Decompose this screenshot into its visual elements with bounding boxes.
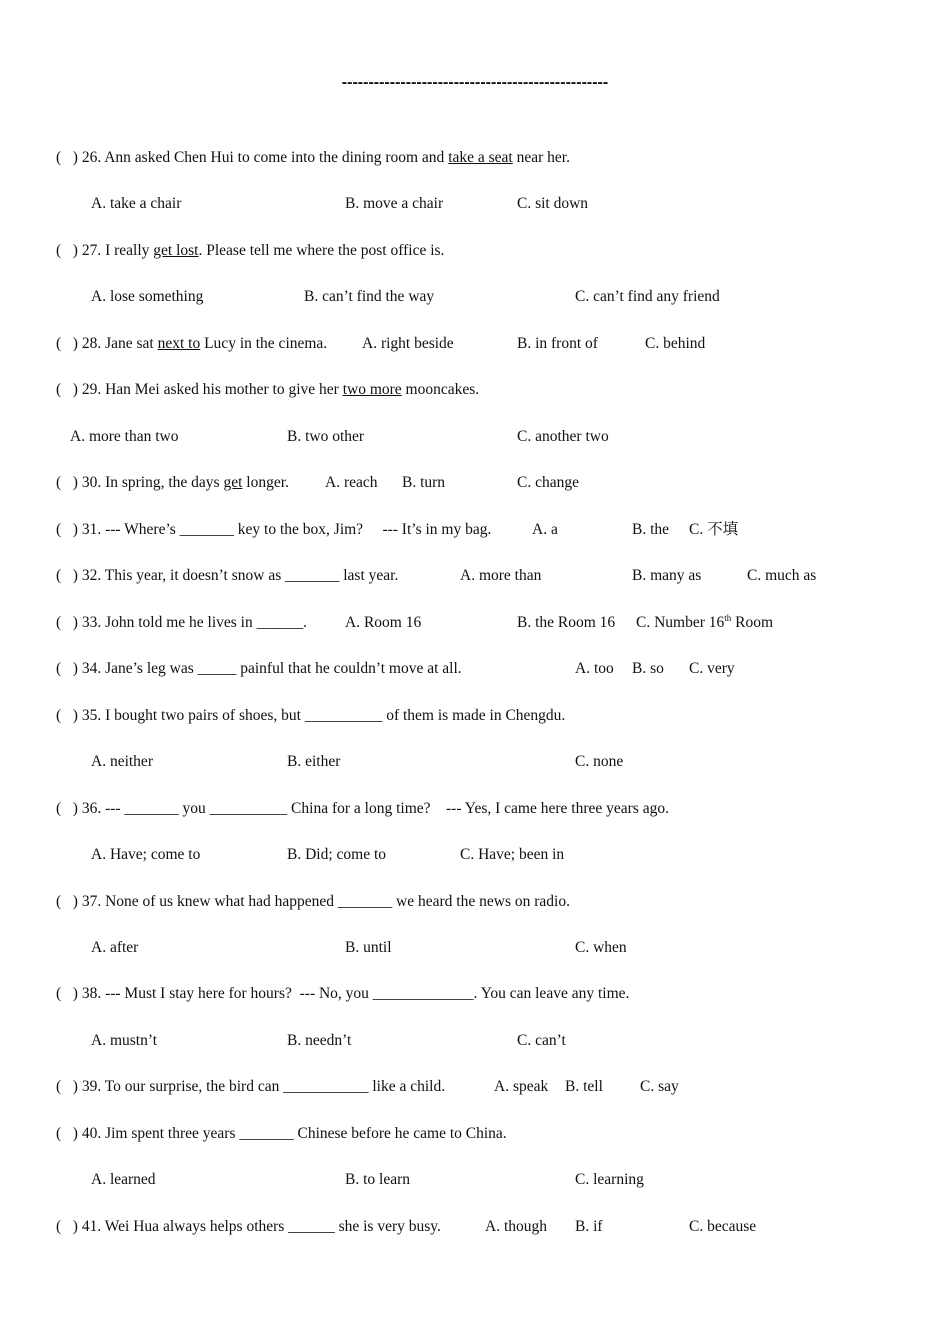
separator-rule: -------------------------------------------------- xyxy=(341,74,609,91)
option-38-a: A. mustn’t xyxy=(91,1032,158,1049)
option-28-c: C. behind xyxy=(645,335,706,352)
option-39-c: C. say xyxy=(640,1078,679,1095)
option-39-b: B. tell xyxy=(565,1078,603,1095)
option-37-c: C. when xyxy=(575,939,627,956)
option-35-b: B. either xyxy=(287,753,341,770)
question-28: ( ) 28. Jane sat next to Lucy in the cinema. xyxy=(56,335,328,352)
question-37: ( ) 37. None of us knew what had happened _______ we heard the news on radio. xyxy=(56,893,570,910)
question-33: ( ) 33. John told me he lives in ______. xyxy=(56,614,307,631)
option-29-c: C. another two xyxy=(517,428,609,445)
option-39-a: A. speak xyxy=(494,1078,549,1095)
option-32-b: B. many as xyxy=(632,567,702,584)
underlined-phrase: get lost xyxy=(153,242,199,259)
option-33-a: A. Room 16 xyxy=(345,614,422,631)
question-31: ( ) 31. --- Where’s _______ key to the box, Jim? --- It’s in my bag. xyxy=(56,521,492,538)
question-29: ( ) 29. Han Mei asked his mother to give her two more mooncakes. xyxy=(56,381,480,398)
option-40-b: B. to learn xyxy=(345,1171,410,1188)
option-34-b: B. so xyxy=(632,660,664,677)
option-29-b: B. two other xyxy=(287,428,365,445)
option-36-a: A. Have; come to xyxy=(91,846,201,863)
question-36: ( ) 36. --- _______ you __________ China for a long time? --- Yes, I came here three years ago. xyxy=(56,800,669,817)
option-35-a: A. neither xyxy=(91,753,153,770)
option-35-c: C. none xyxy=(575,753,624,770)
question-40: ( ) 40. Jim spent three years _______ Chinese before he came to China. xyxy=(56,1125,507,1142)
question-26: ( ) 26. Ann asked Chen Hui to come into the dining room and take a seat near her. xyxy=(56,149,570,166)
option-26-c: C. sit down xyxy=(517,195,589,212)
option-27-a: A. lose something xyxy=(91,288,204,305)
option-38-c: C. can’t xyxy=(517,1032,566,1049)
option-31-a: A. a xyxy=(532,521,558,538)
option-32-a: A. more than xyxy=(460,567,542,584)
option-28-b: B. in front of xyxy=(517,335,598,352)
question-34: ( ) 34. Jane’s leg was _____ painful that he couldn’t move at all. xyxy=(56,660,462,677)
option-26-a: A. take a chair xyxy=(91,195,182,212)
option-33-b: B. the Room 16 xyxy=(517,614,616,631)
option-38-b: B. needn’t xyxy=(287,1032,352,1049)
option-31-c: C. 不填 xyxy=(689,521,739,538)
option-29-a: A. more than two xyxy=(70,428,179,445)
option-32-c: C. much as xyxy=(747,567,817,584)
option-30-c: C. change xyxy=(517,474,579,491)
question-41: ( ) 41. Wei Hua always helps others ______ she is very busy. xyxy=(56,1218,441,1235)
option-36-c: C. Have; been in xyxy=(460,846,565,863)
option-34-a: A. too xyxy=(575,660,614,677)
question-35: ( ) 35. I bought two pairs of shoes, but __________ of them is made in Chengdu. xyxy=(56,707,566,724)
option-27-c: C. can’t find any friend xyxy=(575,288,720,305)
question-39: ( ) 39. To our surprise, the bird can ___________ like a child. xyxy=(56,1078,446,1095)
question-30: ( ) 30. In spring, the days get longer. xyxy=(56,474,289,491)
option-27-b: B. can’t find the way xyxy=(304,288,435,305)
underlined-phrase: get xyxy=(223,474,243,491)
option-37-a: A. after xyxy=(91,939,139,956)
option-34-c: C. very xyxy=(689,660,735,677)
underlined-phrase: two more xyxy=(342,381,402,398)
question-32: ( ) 32. This year, it doesn’t snow as _______ last year. xyxy=(56,567,399,584)
option-30-a: A. reach xyxy=(325,474,378,491)
option-37-b: B. until xyxy=(345,939,392,956)
option-40-c: C. learning xyxy=(575,1171,644,1188)
underlined-phrase: next to xyxy=(157,335,201,352)
option-41-c: C. because xyxy=(689,1218,757,1235)
option-41-a: A. though xyxy=(485,1218,547,1235)
option-40-a: A. learned xyxy=(91,1171,156,1188)
option-26-b: B. move a chair xyxy=(345,195,444,212)
underlined-phrase: take a seat xyxy=(448,149,513,166)
question-27: ( ) 27. I really get lost. Please tell me where the post office is. xyxy=(56,242,445,259)
option-31-b: B. the xyxy=(632,521,670,538)
question-38: ( ) 38. --- Must I stay here for hours? --- No, you _____________. You can leave any time. xyxy=(56,985,630,1002)
option-36-b: B. Did; come to xyxy=(287,846,387,863)
option-33-c: C. Number 16th Room xyxy=(636,613,774,631)
option-41-b: B. if xyxy=(575,1218,603,1235)
option-30-b: B. turn xyxy=(402,474,446,491)
option-28-a: A. right beside xyxy=(362,335,454,352)
